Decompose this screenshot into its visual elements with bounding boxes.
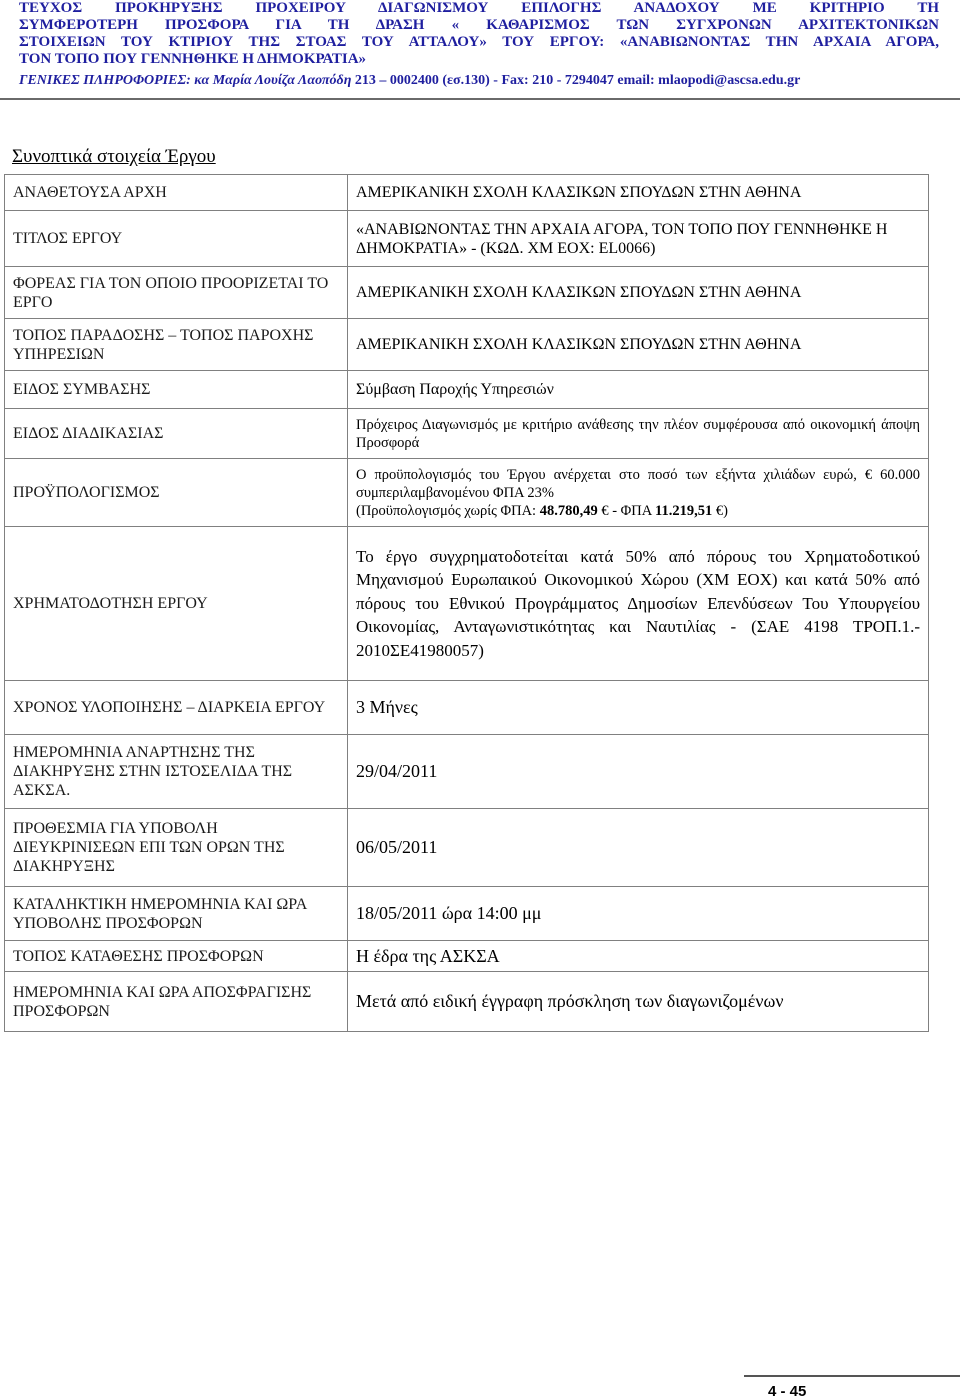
row-value: ΑΜΕΡΙΚΑΝΙΚΗ ΣΧΟΛΗ ΚΛΑΣΙΚΩΝ ΣΠΟΥΔΩΝ ΣΤΗΝ ΑΘΗΝΑ — [348, 175, 929, 211]
row-value: 06/05/2011 — [348, 809, 929, 887]
row-value: Μετά από ειδική έγγραφη πρόσκληση των διαγωνιζομένων — [348, 972, 929, 1032]
row-label: ΠΡΟΫΠΟΛΟΓΙΣΜΟΣ — [5, 459, 348, 527]
budget-net-amount: 48.780,49 — [539, 502, 598, 519]
row-value: 3 Μήνες — [348, 681, 929, 735]
row-label: ΗΜΕΡΟΜΗΝΙΑ ΚΑΙ ΩΡΑ ΑΠΟΣΦΡΑΓΙΣΗΣ ΠΡΟΣΦΟΡΩΝ — [5, 972, 348, 1032]
row-label: ΠΡΟΘΕΣΜΙΑ ΓΙΑ ΥΠΟΒΟΛΗ ΔΙΕΥΚΡΙΝΙΣΕΩΝ ΕΠΙ ΤΩΝ ΟΡΩΝ ΤΗΣ ΔΙΑΚΗΡΥΞΗΣ — [5, 809, 348, 887]
table-row — [5, 211, 929, 267]
budget-breakdown-prefix: (Προϋπολογισμός χωρίς ΦΠΑ: — [356, 502, 540, 519]
row-value: 18/05/2011 ώρα 14:00 μμ — [348, 887, 929, 941]
table-row — [5, 459, 929, 527]
row-value: ΑΜΕΡΙΚΑΝΙΚΗ ΣΧΟΛΗ ΚΛΑΣΙΚΩΝ ΣΠΟΥΔΩΝ ΣΤΗΝ ΑΘΗΝΑ — [348, 267, 929, 319]
section-title: Συνοπτικά στοιχεία Έργου — [12, 146, 216, 167]
table-row — [5, 267, 929, 319]
table-row — [5, 175, 929, 211]
table-row — [5, 371, 929, 409]
table-row — [5, 319, 929, 371]
row-label: ΤΙΤΛΟΣ ΕΡΓΟΥ — [5, 211, 348, 267]
row-label: ΕΙΔΟΣ ΣΥΜΒΑΣΗΣ — [5, 371, 348, 409]
row-label: ΦΟΡΕΑΣ ΓΙΑ ΤΟΝ ΟΠΟΙΟ ΠΡΟΟΡΙΖΕΤΑΙ ΤΟ ΕΡΓΟ — [5, 267, 348, 319]
contact-label: ΓΕΝΙΚΕΣ ΠΛΗΡΟΦΟΡΙΕΣ: κα Μαρία Λουίζα Λαοπόδη — [19, 73, 352, 88]
row-value: Η έδρα της ΑΣΚΣΑ — [348, 941, 929, 972]
row-value: Σύμβαση Παροχής Υπηρεσιών — [348, 371, 929, 409]
contact-info — [19, 73, 944, 89]
footer-divider — [744, 1375, 960, 1377]
budget-vat-amount: 11.219,51 — [655, 502, 713, 519]
header-line: ΣΤΟΙΧΕΙΩΝ ΤΟΥ ΚΤΙΡΙΟΥ ΤΗΣ ΣΤΟΑΣ ΤΟΥ ΑΤΤΑΛΟΥ» ΤΟΥ ΕΡΓΟΥ: «ΑΝΑΒΙΩΝΟΝΤΑΣ ΤΗΝ ΑΡΧΑΙΑ ΑΓΟΡΑ, — [19, 34, 939, 50]
row-label: ΧΡΟΝΟΣ ΥΛΟΠΟΙΗΣΗΣ – ΔΙΑΡΚΕΙΑ ΕΡΓΟΥ — [5, 681, 348, 735]
row-label: ΤΟΠΟΣ ΠΑΡΑΔΟΣΗΣ – ΤΟΠΟΣ ΠΑΡΟΧΗΣ ΥΠΗΡΕΣΙΩΝ — [5, 319, 348, 371]
row-value: Το έργο συγχρηματοδοτείται κατά 50% από πόρους του Χρηματοδοτικού Μηχανισμού Ευρωπαικού Οικονομικού Χώρου (ΧΜ ΕΟΧ) και κατά 50% από πόρους του Εθνικού Προγράμματος Δημοσίων Επενδύσεων Του Υπουργείου Οικονομίας, Ανταγωνιστικότητας και Ναυτιλίας - (ΣΑΕ 4198 ΤΡΟΠ.1.- 2010ΣΕ41980057) — [348, 527, 929, 681]
header-divider — [0, 98, 960, 100]
table-row — [5, 972, 929, 1032]
header-line: ΤΟΝ ΤΟΠΟ ΠΟΥ ΓΕΝΝΗΘΗΚΕ Η ΔΗΜΟΚΡΑΤΙΑ» — [19, 51, 367, 67]
row-value: Πρόχειρος Διαγωνισμός με κριτήριο ανάθεσης την πλέον συμφέρουσα από οικονομική άποψη Προσφορά — [348, 409, 929, 459]
table-row — [5, 809, 929, 887]
document-header — [19, 0, 939, 68]
row-value: 29/04/2011 — [348, 735, 929, 809]
row-label: ΑΝΑΘΕΤΟΥΣΑ ΑΡΧΗ — [5, 175, 348, 211]
budget-vat-separator: € - ΦΠΑ — [597, 502, 656, 519]
project-summary-table — [4, 174, 929, 1032]
row-value: «ΑΝΑΒΙΩΝΟΝΤΑΣ ΤΗΝ ΑΡΧΑΙΑ ΑΓΟΡΑ, ΤΟΝ ΤΟΠΟ ΠΟΥ ΓΕΝΝΗΘΗΚΕ Η ΔΗΜΟΚΡΑΤΙΑ» - (ΚΩΔ. ΧΜ ΕΟΧ: EL0066) — [348, 211, 929, 267]
row-label: ΤΟΠΟΣ ΚΑΤΑΘΕΣΗΣ ΠΡΟΣΦΟΡΩΝ — [5, 941, 348, 972]
row-label: ΕΙΔΟΣ ΔΙΑΔΙΚΑΣΙΑΣ — [5, 409, 348, 459]
header-line: ΣΥΜΦΕΡΟΤΕΡΗ ΠΡΟΣΦΟΡΑ ΓΙΑ ΤΗ ΔΡΑΣΗ « ΚΑΘΑΡΙΣΜΟΣ ΤΩΝ ΣΥΓΧΡΟΝΩΝ ΑΡΧΙΤΕΚΤΟΝΙΚΩΝ — [19, 17, 939, 33]
row-label: ΧΡΗΜΑΤΟΔΟΤΗΣΗ ΕΡΓΟΥ — [5, 527, 348, 681]
table-row — [5, 409, 929, 459]
row-label: ΚΑΤΑΛΗΚΤΙΚΗ ΗΜΕΡΟΜΗΝΙΑ ΚΑΙ ΩΡΑ ΥΠΟΒΟΛΗΣ ΠΡΟΣΦΟΡΩΝ — [5, 887, 348, 941]
contact-details: 213 – 0002400 (εσ.130) - Fax: 210 - 7294047 email: mlaopodi@ascsa.edu.gr — [351, 73, 801, 88]
table-row — [5, 887, 929, 941]
row-value: ΑΜΕΡΙΚΑΝΙΚΗ ΣΧΟΛΗ ΚΛΑΣΙΚΩΝ ΣΠΟΥΔΩΝ ΣΤΗΝ ΑΘΗΝΑ — [348, 319, 929, 371]
row-value — [348, 459, 929, 527]
table-row — [5, 527, 929, 681]
page-number: 4 - 45 — [768, 1383, 807, 1400]
table-row — [5, 735, 929, 809]
header-line: ΤΕΥΧΟΣ ΠΡΟΚΗΡΥΞΗΣ ΠΡΟΧΕΙΡΟΥ ΔΙΑΓΩΝΙΣΜΟΥ ΕΠΙΛΟΓΗΣ ΑΝΑΔΟΧΟΥ ΜΕ ΚΡΙΤΗΡΙΟ ΤΗ — [19, 0, 939, 16]
row-label: ΗΜΕΡΟΜΗΝΙΑ ΑΝΑΡΤΗΣΗΣ ΤΗΣ ΔΙΑΚΗΡΥΞΗΣ ΣΤΗΝ ΙΣΤΟΣΕΛΙΔΑ ΤΗΣ ΑΣΚΣΑ. — [5, 735, 348, 809]
table-row — [5, 681, 929, 735]
budget-text: Ο προϋπολογισμός του Έργου ανέρχεται στο ποσό των εξήντα χιλιάδων ευρώ, € 60.000 συμπεριλαμβανομένου ΦΠΑ 23% — [356, 466, 920, 501]
budget-breakdown-suffix: €) — [712, 502, 728, 519]
table-row — [5, 941, 929, 972]
